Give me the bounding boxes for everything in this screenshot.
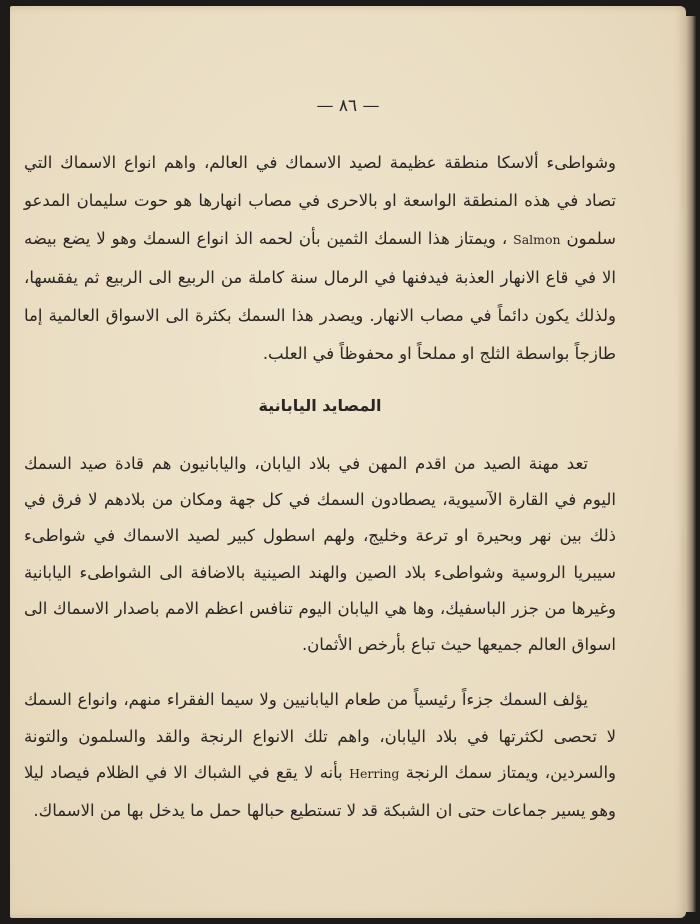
latin-term-salmon: Salmon	[513, 232, 561, 247]
paragraph-japanese-fisheries: تعد مهنة الصيد من اقدم المهن في بلاد اليابان، واليابانيون هم قادة صيد السمك اليوم في القارة الآسيوية، يصطادون السمك في كل جهة ومكان من بلادهم لا فرق في ذلك بين نهر وبحيرة او ترعة وخليج، ولهم اسطول كبير لصيد الاسماك في شواطىء سيبريا الروسية وشواطىء بلاد الصين والهند الصينية بالاضافة الى الشواطىء اليابانية وغيرها من جزر الباسفيك، وها هي اليابان اليوم تنافس اعظم الامم باصدار الاسماك الى اسواق العالم جميعها حيث تباع بأرخص الأثمان.	[24, 454, 616, 655]
paragraph-fish-types	[24, 682, 616, 829]
page-number: — ٨٦ —	[316, 96, 380, 116]
paper-page	[10, 6, 686, 918]
paragraph-salmon-part-1: وشواطىء ألاسكا منطقة عظيمة لصيد الاسماك في العالم، واهم انواع الاسماك التي تصاد في هذه المنطقة الواسعة او بالاحرى في مصاب انهارها هو حوت سليمان المدعو سلمون	[24, 153, 616, 248]
paragraph-salmon	[24, 144, 616, 373]
paragraph-fish-types-part-2: بأنه لا يقع في الشباك الا في الظلام فيصاد ليلا وهو يسير جماعات حتى ان الشبكة قد لا تستطيع حبالها حمل ما يدخل بها من الاسماك.	[24, 763, 616, 820]
page-edge	[686, 16, 696, 912]
paragraph-salmon-part-2: ، ويمتاز هذا السمك الثمين بأن لحمه الذ انواع السمك وهو لا يضع بيضه الا في قاع الانهار العذبة فيدفنها في الرمال سنة كاملة من الربيع الى الربيع ثم يفقسها، ولذلك يكون دائماً في مصاب الانهار. ويصدر هذا السمك بكثرة الى الاسواق العالمية إما طازجاً بواسطة الثلج او مملحاً او محفوظاً في العلب.	[24, 229, 616, 363]
section-heading: المصايد اليابانية	[258, 396, 382, 415]
latin-term-herring: Herring	[349, 766, 400, 781]
paragraph-fish-types-part-1: يؤلف السمك جزءاً رئيسياً من طعام اليابانيين ولا سيما الفقراء منهم، وانواع السمك لا تحصى لكثرتها في بلاد اليابان، واهم تلك الانواع الرنجة والقد والسلمون والتونة والسردين، ويمتاز سمك الرنجة	[24, 690, 616, 782]
